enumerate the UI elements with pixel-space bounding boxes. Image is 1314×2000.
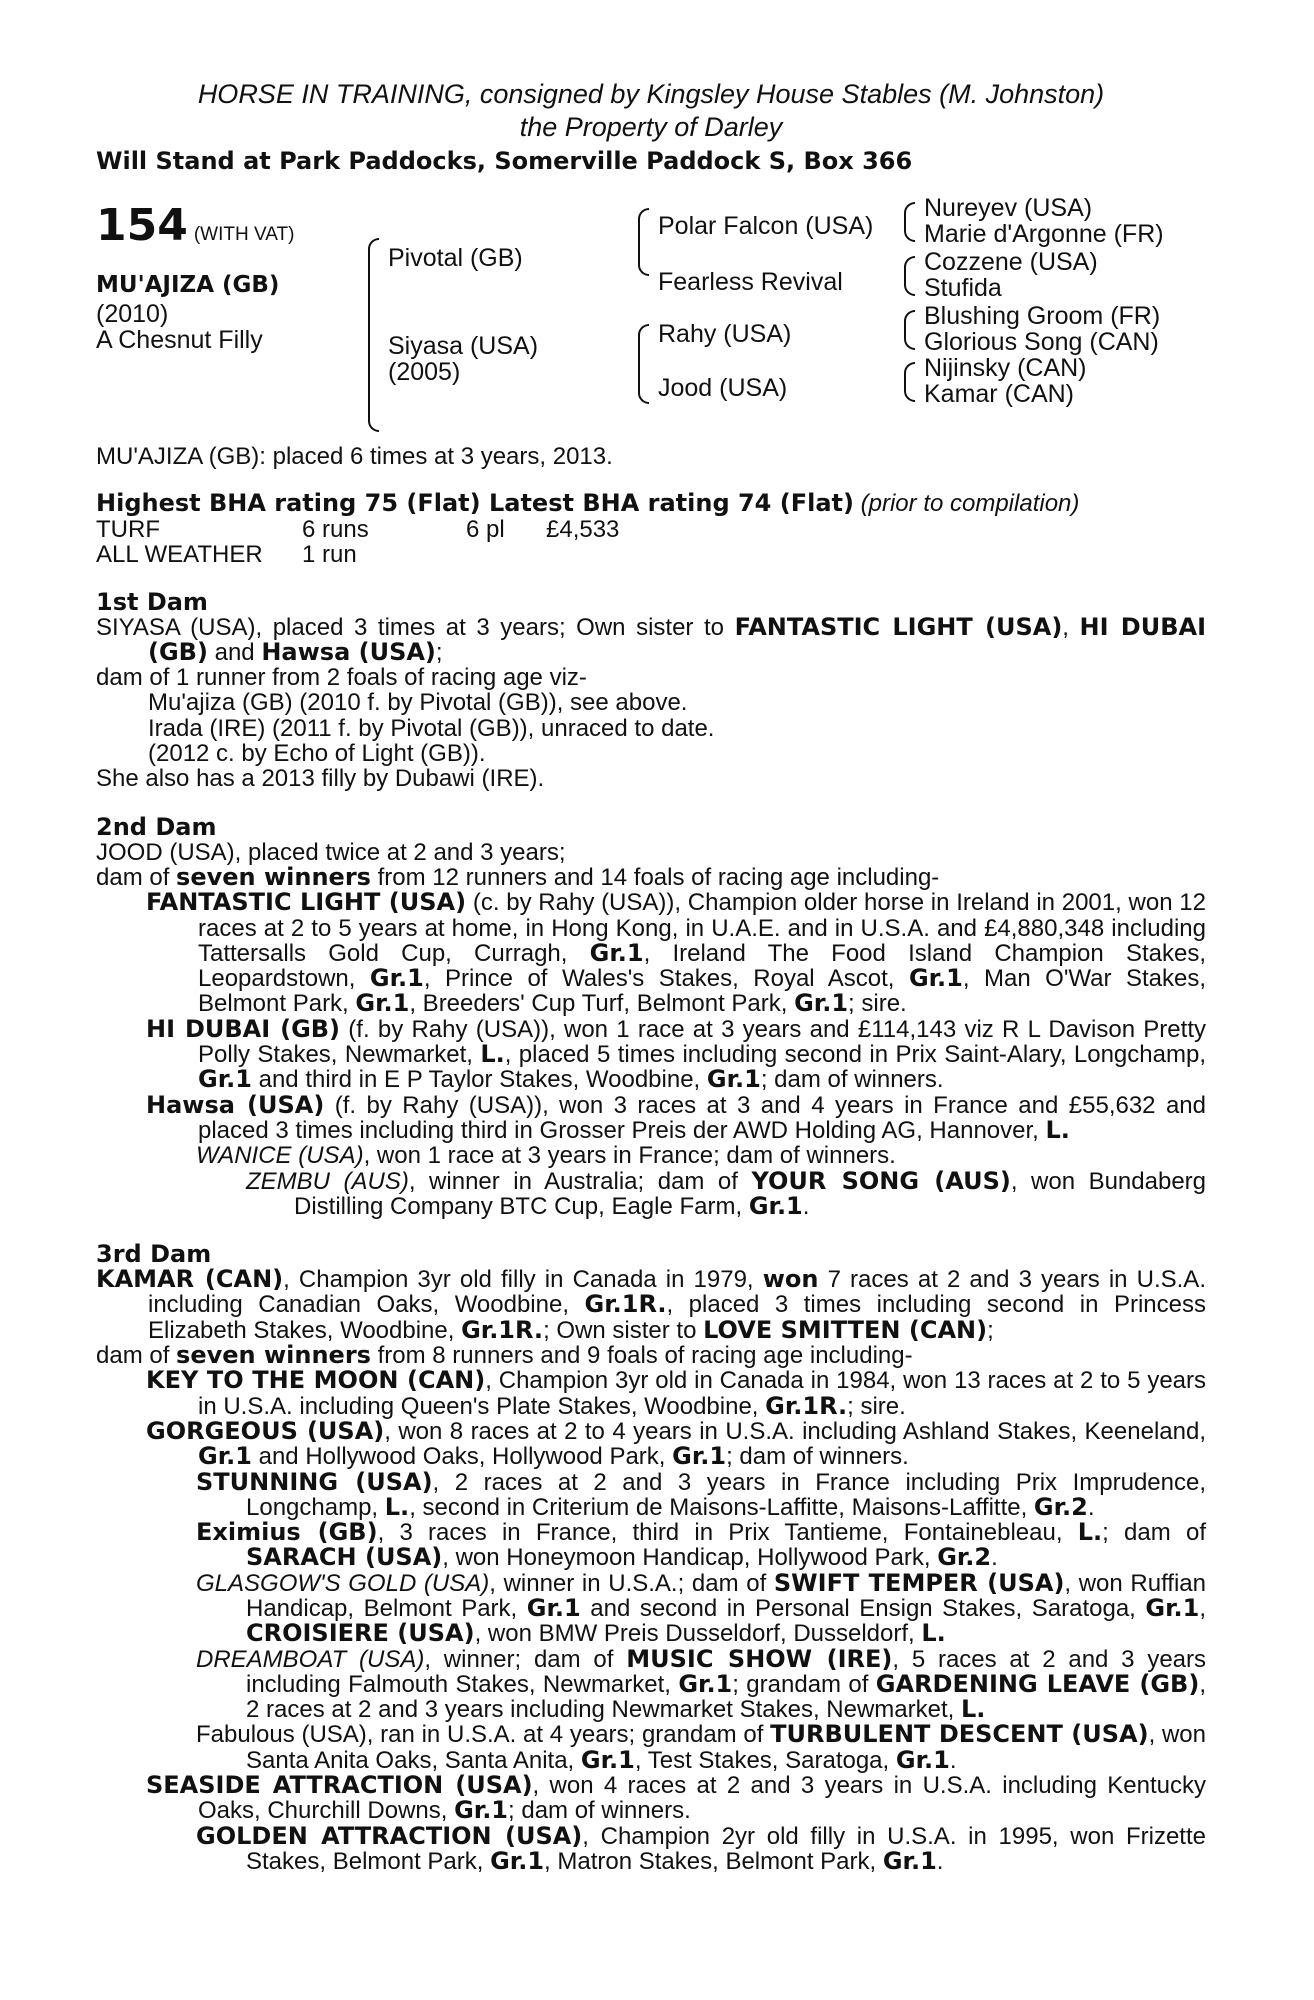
produce-item: (2012 c. by Echo of Light (GB)). — [148, 740, 486, 768]
produce-zembu: ZEMBU (AUS), winner in Australia; dam of YOUR SONG (AUS), won Bundaberg Distilling Company BTC Cup, Eagle Farm, Gr.1. — [246, 1166, 1207, 1220]
produce-stunning: STUNNING (USA), 2 races at 2 and 3 years in France including Prix Imprudence, Longchamp, L., second in Criterium de Maisons-Laffitte, Maisons-Laffitte, Gr.2. — [196, 1467, 1206, 1521]
sire-dam: Fearless Revival — [658, 268, 843, 296]
produce-hi-dubai: HI DUBAI (GB) (f. by Rahy (USA)), won 1 race at 3 years and £114,143 viz R L Davison Pretty Polly Stakes, Newmarket, L., placed 5 times including second in Prix Saint-Alary, Longchamp, Gr.1 and third in E P Taylor Stakes, Woodbine, Gr.1; dam of winners. — [146, 1014, 1206, 1094]
great-granddam-1: Marie d'Argonne (FR) — [924, 220, 1164, 248]
aw-runs: 1 run — [302, 540, 357, 568]
brace-g1 — [904, 202, 915, 242]
property-line: the Property of Darley — [519, 112, 783, 142]
produce-hawsa: Hawsa (USA) (f. by Rahy (USA)), won 3 races at 3 and 4 years in France and £55,632 and placed 3 times including third in Grosser Preis der AWD Holding AG, Hannover, L. — [146, 1090, 1206, 1144]
turf-label: TURF — [96, 515, 160, 543]
horse-name: MU'AJIZA (GB) — [96, 272, 280, 298]
third-dam-heading: 3rd Dam — [96, 1240, 212, 1269]
produce-wanice: WANICE (USA), won 1 race at 3 years in France; dam of winners. — [196, 1142, 896, 1170]
catalogue-page — [96, 78, 1206, 1874]
rating-line — [96, 491, 1206, 516]
brace-g4 — [904, 362, 915, 402]
brace-dam — [638, 324, 649, 404]
stand-location: Will Stand at Park Paddocks, Somerville Paddock S, Box 366 — [96, 147, 913, 175]
great-grandsire-2: Cozzene (USA) — [924, 248, 1098, 276]
turf-runs: 6 runs — [302, 515, 369, 543]
great-granddam-4: Kamar (CAN) — [924, 380, 1075, 408]
third-dam-produce: dam of seven winners from 8 runners and 9 foals of racing age including- — [96, 1341, 913, 1370]
race-summary: MU'AJIZA (GB): placed 6 times at 3 years, 2013. — [96, 443, 613, 470]
first-dam-entry: SIYASA (USA), placed 3 times at 3 years; Own sister to FANTASTIC LIGHT (USA), HI DUBAI (GB) and Hawsa (USA); — [96, 612, 1206, 666]
turf-earnings: £4,533 — [546, 515, 620, 543]
pedigree-table — [96, 196, 1206, 444]
produce-item: Mu'ajiza (GB) (2010 f. by Pivotal (GB)), see above. — [148, 689, 688, 717]
brace-main — [368, 238, 379, 432]
sire-sire: Polar Falcon (USA) — [658, 212, 874, 240]
turf-record — [96, 517, 1206, 542]
first-dam-note: She also has a 2013 filly by Dubawi (IRE). — [96, 765, 545, 793]
produce-fabulous: Fabulous (USA), ran in U.S.A. at 4 years; grandam of TURBULENT DESCENT (USA), won Santa Anita Oaks, Santa Anita, Gr.1, Test Stakes, Saratoga, Gr.1. — [196, 1720, 1206, 1774]
produce-key-to-the-moon: KEY TO THE MOON (CAN), Champion 3yr old in Canada in 1984, won 13 races at 2 to 5 years in U.S.A. including Queen's Plate Stakes, Woodbine, Gr.1R.; sire. — [146, 1366, 1207, 1420]
produce-seaside-attraction: SEASIDE ATTRACTION (USA), won 4 races at 2 and 3 years in U.S.A. including Kentucky Oaks, Churchill Downs, Gr.1; dam of winners. — [146, 1771, 1206, 1825]
third-dam-entry: KAMAR (CAN), Champion 3yr old filly in Canada in 1979, won 7 races at 2 and 3 years in U.S.A. including Canadian Oaks, Woodbine, Gr.1R., placed 3 times including second in Princess Elizabeth Stakes, Woodbine, Gr.1R.; Own sister to LOVE SMITTEN (CAN); — [96, 1265, 1206, 1344]
sire: Pivotal (GB) — [388, 244, 523, 272]
second-dam-produce: dam of seven winners from 12 runners and 14 foals of racing age including- — [96, 862, 940, 891]
great-granddam-2: Stufida — [924, 274, 1002, 302]
dam-year: (2005) — [388, 358, 461, 386]
aw-record — [96, 542, 1206, 567]
first-dam-produce: dam of 1 runner from 2 foals of racing age viz- — [96, 664, 587, 692]
consignor-line: HORSE IN TRAINING, consigned by Kingsley House Stables (M. Johnston) — [197, 79, 1105, 109]
great-grandsire-4: Nijinsky (CAN) — [924, 354, 1087, 382]
lot-number: 154 — [96, 200, 188, 251]
great-grandsire-1: Nureyev (USA) — [924, 194, 1093, 222]
brace-g3 — [904, 310, 915, 350]
aw-label: ALL WEATHER — [96, 540, 263, 568]
vat-note: (WITH VAT) — [193, 224, 295, 245]
bha-rating: Highest BHA rating 75 (Flat) Latest BHA rating 74 (Flat) — [96, 489, 854, 518]
dam-sire: Rahy (USA) — [658, 320, 792, 348]
lot-number-line — [96, 200, 294, 251]
second-dam-heading: 2nd Dam — [96, 812, 217, 841]
dam: Siyasa (USA) — [388, 332, 539, 360]
great-granddam-3: Glorious Song (CAN) — [924, 328, 1159, 356]
rating-note: (prior to compilation) — [860, 490, 1080, 518]
produce-item: Irada (IRE) (2011 f. by Pivotal (GB)), unraced to date. — [148, 714, 715, 742]
produce-eximius: Eximius (GB), 3 races in France, third in Prix Tantieme, Fontainebleau, L.; dam of SARACH (USA), won Honeymoon Handicap, Hollywood Park, Gr.2. — [196, 1518, 1206, 1572]
produce-fantastic-light: FANTASTIC LIGHT (USA) (c. by Rahy (USA)), Champion older horse in Ireland in 2001, won 12 races at 2 to 5 years at home, in Hong Kong, in U.A.E. and in U.S.A. and £4,880,348 including Tattersalls Gold Cup, Curragh, Gr.1, Ireland The Food Island Champion Stakes, Leopardstown, Gr.1, Prince of Wales's Stakes, Royal Ascot, Gr.1, Man O'War Stakes, Belmont Park, Gr.1, Breeders' Cup Turf, Belmont Park, Gr.1; sire. — [146, 888, 1207, 1018]
produce-glasgows-gold: GLASGOW'S GOLD (USA), winner in U.S.A.; dam of SWIFT TEMPER (USA), won Ruffian Handicap, Belmont Park, Gr.1 and second in Personal Ensign Stakes, Saratoga, Gr.1, CROISIERE (USA), won BMW Preis Dusseldorf, Dusseldorf, L. — [196, 1568, 1206, 1648]
produce-golden-attraction: GOLDEN ATTRACTION (USA), Champion 2yr old filly in U.S.A. in 1995, won Frizette Stakes, Belmont Park, Gr.1, Matron Stakes, Belmont Park, Gr.1. — [196, 1821, 1206, 1875]
dam-dam: Jood (USA) — [658, 374, 788, 402]
second-dam-entry: JOOD (USA), placed twice at 2 and 3 years; — [96, 838, 566, 866]
great-grandsire-3: Blushing Groom (FR) — [924, 302, 1161, 330]
produce-dreamboat: DREAMBOAT (USA), winner; dam of MUSIC SHOW (IRE), 5 races at 2 and 3 years including Falmouth Stakes, Newmarket, Gr.1; grandam of GARDENING LEAVE (GB), 2 races at 2 and 3 years including Newmarket Stakes, Newmarket, L. — [196, 1644, 1207, 1724]
brace-g2 — [904, 256, 915, 296]
brace-sire — [638, 208, 649, 276]
horse-description: A Chesnut Filly — [96, 326, 263, 354]
foaled-year: (2010) — [96, 300, 169, 328]
first-dam-heading: 1st Dam — [96, 587, 208, 616]
turf-placed: 6 pl — [466, 515, 505, 543]
produce-gorgeous: GORGEOUS (USA), won 8 races at 2 to 4 years in U.S.A. including Ashland Stakes, Keeneland, Gr.1 and Hollywood Oaks, Hollywood Park, Gr.1; dam of winners. — [146, 1416, 1206, 1471]
